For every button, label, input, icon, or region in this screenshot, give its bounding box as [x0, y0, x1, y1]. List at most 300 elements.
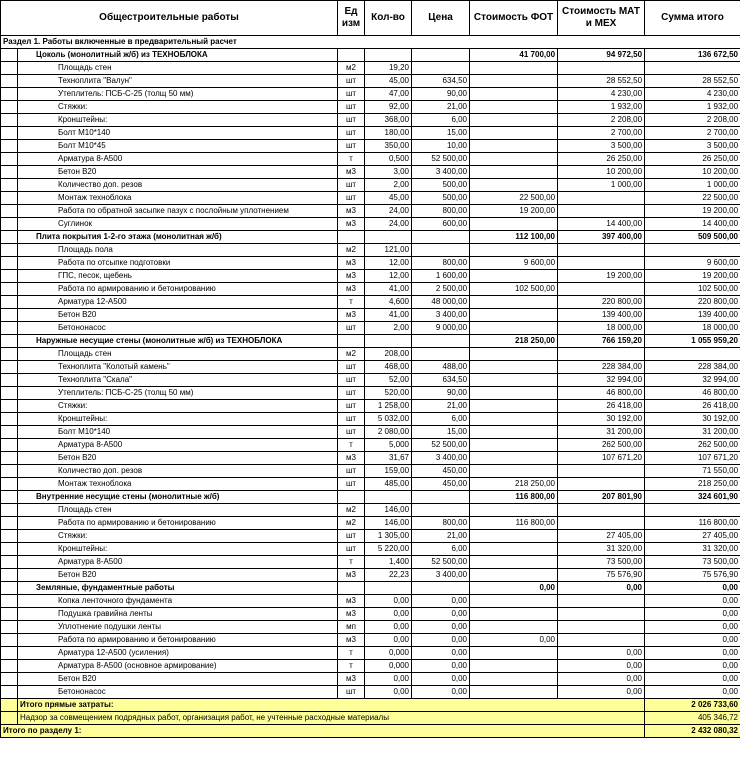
- item-gutter: [1, 153, 18, 166]
- item-total: 14 400,00: [645, 218, 740, 231]
- header-qty: Кол-во: [365, 1, 412, 36]
- item-price: 450,00: [412, 465, 470, 478]
- item-gutter: [1, 673, 18, 686]
- item-name: Копка ленточного фундамента: [18, 595, 338, 608]
- item-gutter: [1, 387, 18, 400]
- item-unit: м3: [338, 283, 365, 296]
- item-unit: т: [338, 647, 365, 660]
- item-qty: 12,00: [365, 257, 412, 270]
- item-unit: шт: [338, 413, 365, 426]
- header-mat: Стоимость МАТ и МЕХ: [558, 1, 645, 36]
- group-mat: 397 400,00: [558, 231, 645, 244]
- item-name: Арматура 8-А500: [18, 556, 338, 569]
- item-total: 26 250,00: [645, 153, 740, 166]
- item-row: [1, 543, 740, 556]
- item-price: 3 400,00: [412, 569, 470, 582]
- item-qty: 180,00: [365, 127, 412, 140]
- item-mat: 228 384,00: [558, 361, 645, 374]
- oversight-value: 405 346,72: [645, 712, 740, 725]
- item-qty: 47,00: [365, 88, 412, 101]
- item-name: Арматура 8-А500 (основное армирование): [18, 660, 338, 673]
- item-mat: 28 552,50: [558, 75, 645, 88]
- item-fot: [470, 465, 558, 478]
- group-row: [1, 335, 740, 348]
- item-name: Бетон В20: [18, 309, 338, 322]
- item-total: 228 384,00: [645, 361, 740, 374]
- item-fot: [470, 218, 558, 231]
- item-fot: [470, 374, 558, 387]
- item-total: 1 932,00: [645, 101, 740, 114]
- item-gutter: [1, 608, 18, 621]
- item-gutter: [1, 192, 18, 205]
- item-gutter: [1, 543, 18, 556]
- item-row: [1, 426, 740, 439]
- item-total: 22 500,00: [645, 192, 740, 205]
- item-total: [645, 504, 740, 517]
- item-qty: 5 220,00: [365, 543, 412, 556]
- item-mat: 1 000,00: [558, 179, 645, 192]
- item-gutter: [1, 556, 18, 569]
- item-mat: 107 671,20: [558, 452, 645, 465]
- oversight-row: [1, 712, 740, 725]
- item-gutter: [1, 413, 18, 426]
- item-name: Стяжки:: [18, 400, 338, 413]
- item-unit: шт: [338, 465, 365, 478]
- group-gutter: [1, 335, 18, 348]
- item-unit: м3: [338, 673, 365, 686]
- item-total: 139 400,00: [645, 309, 740, 322]
- item-mat: [558, 621, 645, 634]
- item-price: 21,00: [412, 530, 470, 543]
- item-price: 90,00: [412, 88, 470, 101]
- item-qty: 12,00: [365, 270, 412, 283]
- item-total: 0,00: [645, 621, 740, 634]
- item-qty: 208,00: [365, 348, 412, 361]
- item-fot: [470, 426, 558, 439]
- item-unit: шт: [338, 374, 365, 387]
- group-row: [1, 582, 740, 595]
- item-name: Техноплита "Колотый камень": [18, 361, 338, 374]
- item-total: 19 200,00: [645, 205, 740, 218]
- item-name: Работа по армированию и бетонированию: [18, 517, 338, 530]
- header-total: Сумма итого: [645, 1, 740, 36]
- item-mat: 73 500,00: [558, 556, 645, 569]
- item-total: 10 200,00: [645, 166, 740, 179]
- item-qty: 0,00: [365, 595, 412, 608]
- item-name: Подушка гравийна ленты: [18, 608, 338, 621]
- item-price: 0,00: [412, 621, 470, 634]
- group-price: [412, 231, 470, 244]
- item-mat: [558, 517, 645, 530]
- group-total: 509 500,00: [645, 231, 740, 244]
- item-mat: [558, 504, 645, 517]
- item-mat: 75 576,90: [558, 569, 645, 582]
- item-mat: 0,00: [558, 673, 645, 686]
- item-qty: 0,00: [365, 686, 412, 699]
- item-price: 800,00: [412, 517, 470, 530]
- group-name: Земляные, фундаментные работы: [18, 582, 338, 595]
- group-price: [412, 49, 470, 62]
- item-gutter: [1, 400, 18, 413]
- item-gutter: [1, 348, 18, 361]
- item-mat: 220 800,00: [558, 296, 645, 309]
- item-total: 107 671,20: [645, 452, 740, 465]
- item-price: 90,00: [412, 387, 470, 400]
- item-mat: [558, 257, 645, 270]
- item-unit: м2: [338, 244, 365, 257]
- item-name: Арматура 8-А500: [18, 153, 338, 166]
- item-total: [645, 244, 740, 257]
- item-row: [1, 244, 740, 257]
- group-row: [1, 491, 740, 504]
- item-row: [1, 270, 740, 283]
- item-price: 800,00: [412, 205, 470, 218]
- item-name: Площадь стен: [18, 348, 338, 361]
- item-name: Кронштейны:: [18, 543, 338, 556]
- item-row: [1, 504, 740, 517]
- item-qty: 92,00: [365, 101, 412, 114]
- item-mat: 32 994,00: [558, 374, 645, 387]
- item-total: 71 550,00: [645, 465, 740, 478]
- item-fot: [470, 413, 558, 426]
- direct-costs-label: Итого прямые затраты:: [18, 699, 645, 712]
- item-unit: шт: [338, 114, 365, 127]
- item-unit: шт: [338, 387, 365, 400]
- item-gutter: [1, 374, 18, 387]
- item-fot: [470, 452, 558, 465]
- item-mat: 0,00: [558, 647, 645, 660]
- item-row: [1, 166, 740, 179]
- item-mat: [558, 465, 645, 478]
- item-gutter: [1, 101, 18, 114]
- item-fot: 0,00: [470, 634, 558, 647]
- item-unit: шт: [338, 686, 365, 699]
- item-row: [1, 530, 740, 543]
- item-price: 488,00: [412, 361, 470, 374]
- item-row: [1, 309, 740, 322]
- item-fot: [470, 296, 558, 309]
- item-mat: [558, 608, 645, 621]
- item-row: [1, 374, 740, 387]
- item-price: 21,00: [412, 101, 470, 114]
- item-name: Уплотнение подушки ленты: [18, 621, 338, 634]
- item-price: 6,00: [412, 114, 470, 127]
- item-gutter: [1, 569, 18, 582]
- item-price: 800,00: [412, 257, 470, 270]
- group-fot: 116 800,00: [470, 491, 558, 504]
- group-total: 0,00: [645, 582, 740, 595]
- item-mat: 0,00: [558, 660, 645, 673]
- item-row: [1, 569, 740, 582]
- group-total: 324 601,90: [645, 491, 740, 504]
- item-name: Работа по обратной засыпке пазух с послойным уплотнением: [18, 205, 338, 218]
- item-unit: мп: [338, 621, 365, 634]
- item-qty: 1,400: [365, 556, 412, 569]
- item-mat: 30 192,00: [558, 413, 645, 426]
- item-qty: 52,00: [365, 374, 412, 387]
- item-total: 2 208,00: [645, 114, 740, 127]
- item-name: Кронштейны:: [18, 114, 338, 127]
- group-qty: [365, 231, 412, 244]
- item-total: 4 230,00: [645, 88, 740, 101]
- item-qty: 146,00: [365, 504, 412, 517]
- item-price: 600,00: [412, 218, 470, 231]
- item-gutter: [1, 595, 18, 608]
- item-row: [1, 283, 740, 296]
- item-qty: 4,600: [365, 296, 412, 309]
- item-total: 262 500,00: [645, 439, 740, 452]
- item-qty: 0,000: [365, 660, 412, 673]
- item-fot: [470, 322, 558, 335]
- item-unit: м2: [338, 517, 365, 530]
- item-total: 102 500,00: [645, 283, 740, 296]
- item-fot: [470, 660, 558, 673]
- item-mat: 262 500,00: [558, 439, 645, 452]
- item-mat: 46 800,00: [558, 387, 645, 400]
- item-fot: [470, 88, 558, 101]
- direct-costs-value: 2 026 733,60: [645, 699, 740, 712]
- item-mat: 1 932,00: [558, 101, 645, 114]
- item-mat: 4 230,00: [558, 88, 645, 101]
- group-name: Цоколь (монолитный ж/б) из ТЕХНОБЛОКА: [18, 49, 338, 62]
- item-fot: [470, 114, 558, 127]
- item-row: [1, 101, 740, 114]
- item-gutter: [1, 309, 18, 322]
- group-fot: 0,00: [470, 582, 558, 595]
- item-qty: 350,00: [365, 140, 412, 153]
- item-name: Утеплитель: ПСБ-С-25 (толщ 50 мм): [18, 88, 338, 101]
- item-row: [1, 88, 740, 101]
- item-qty: 5 032,00: [365, 413, 412, 426]
- item-price: 0,00: [412, 686, 470, 699]
- item-fot: [470, 244, 558, 257]
- item-qty: 2,00: [365, 179, 412, 192]
- item-price: 0,00: [412, 634, 470, 647]
- item-fot: 218 250,00: [470, 478, 558, 491]
- header-price: Цена: [412, 1, 470, 36]
- item-row: [1, 218, 740, 231]
- item-gutter: [1, 140, 18, 153]
- item-price: [412, 504, 470, 517]
- group-name: Плита покрытия 1-2-го этажа (монолитная ж/б): [18, 231, 338, 244]
- item-unit: м3: [338, 452, 365, 465]
- item-price: [412, 62, 470, 75]
- group-price: [412, 582, 470, 595]
- item-unit: м3: [338, 257, 365, 270]
- item-mat: 2 700,00: [558, 127, 645, 140]
- item-row: [1, 452, 740, 465]
- item-unit: шт: [338, 101, 365, 114]
- item-price: 3 400,00: [412, 166, 470, 179]
- item-fot: [470, 569, 558, 582]
- item-unit: м2: [338, 348, 365, 361]
- item-gutter: [1, 62, 18, 75]
- item-row: [1, 517, 740, 530]
- item-gutter: [1, 517, 18, 530]
- item-unit: м3: [338, 569, 365, 582]
- item-row: [1, 153, 740, 166]
- item-total: 31 200,00: [645, 426, 740, 439]
- item-mat: 31 200,00: [558, 426, 645, 439]
- item-name: Техноплита "Валун": [18, 75, 338, 88]
- item-mat: [558, 478, 645, 491]
- item-mat: 26 418,00: [558, 400, 645, 413]
- item-fot: [470, 530, 558, 543]
- section-total-value: 2 432 080,32: [645, 725, 740, 738]
- item-total: 32 994,00: [645, 374, 740, 387]
- item-price: [412, 348, 470, 361]
- item-qty: 41,00: [365, 283, 412, 296]
- item-unit: т: [338, 153, 365, 166]
- item-price: 500,00: [412, 179, 470, 192]
- item-gutter: [1, 75, 18, 88]
- group-fot: 218 250,00: [470, 335, 558, 348]
- item-total: 1 000,00: [645, 179, 740, 192]
- group-unit: [338, 231, 365, 244]
- item-qty: 19,20: [365, 62, 412, 75]
- item-total: 0,00: [645, 673, 740, 686]
- group-unit: [338, 49, 365, 62]
- item-price: 52 500,00: [412, 556, 470, 569]
- item-unit: шт: [338, 88, 365, 101]
- item-qty: 2 080,00: [365, 426, 412, 439]
- item-name: Работа по отсыпке подготовки: [18, 257, 338, 270]
- item-qty: 1 258,00: [365, 400, 412, 413]
- item-qty: 3,00: [365, 166, 412, 179]
- item-row: [1, 179, 740, 192]
- item-row: [1, 361, 740, 374]
- item-name: Бетон В20: [18, 569, 338, 582]
- item-fot: [470, 361, 558, 374]
- group-total: 1 055 959,20: [645, 335, 740, 348]
- item-price: 0,00: [412, 608, 470, 621]
- item-name: Монтаж техноблока: [18, 192, 338, 205]
- item-price: 15,00: [412, 127, 470, 140]
- item-total: 27 405,00: [645, 530, 740, 543]
- header-work: Общестроительные работы: [1, 1, 338, 36]
- item-name: Площадь стен: [18, 504, 338, 517]
- item-gutter: [1, 452, 18, 465]
- item-gutter: [1, 244, 18, 257]
- item-unit: шт: [338, 322, 365, 335]
- item-total: 18 000,00: [645, 322, 740, 335]
- item-qty: 0,500: [365, 153, 412, 166]
- item-row: [1, 608, 740, 621]
- item-row: [1, 478, 740, 491]
- group-mat: 94 972,50: [558, 49, 645, 62]
- item-mat: 26 250,00: [558, 153, 645, 166]
- item-total: 19 200,00: [645, 270, 740, 283]
- item-total: 26 418,00: [645, 400, 740, 413]
- item-fot: [470, 166, 558, 179]
- item-gutter: [1, 465, 18, 478]
- item-name: ГПС, песок, щебень: [18, 270, 338, 283]
- item-price: [412, 244, 470, 257]
- item-qty: 45,00: [365, 75, 412, 88]
- item-price: 15,00: [412, 426, 470, 439]
- item-qty: 146,00: [365, 517, 412, 530]
- item-name: Бетон В20: [18, 673, 338, 686]
- item-fot: [470, 439, 558, 452]
- item-gutter: [1, 166, 18, 179]
- item-price: 6,00: [412, 543, 470, 556]
- item-row: [1, 257, 740, 270]
- item-total: 9 600,00: [645, 257, 740, 270]
- item-gutter: [1, 270, 18, 283]
- item-unit: т: [338, 296, 365, 309]
- item-price: 52 500,00: [412, 153, 470, 166]
- item-name: Площадь стен: [18, 62, 338, 75]
- item-fot: 9 600,00: [470, 257, 558, 270]
- item-price: 9 000,00: [412, 322, 470, 335]
- direct-costs-row: [1, 699, 740, 712]
- item-gutter: [1, 478, 18, 491]
- item-total: 116 800,00: [645, 517, 740, 530]
- item-unit: шт: [338, 179, 365, 192]
- group-gutter: [1, 49, 18, 62]
- item-unit: шт: [338, 361, 365, 374]
- item-price: 21,00: [412, 400, 470, 413]
- item-row: [1, 387, 740, 400]
- item-fot: 22 500,00: [470, 192, 558, 205]
- item-gutter: [1, 205, 18, 218]
- item-mat: 3 500,00: [558, 140, 645, 153]
- item-unit: т: [338, 556, 365, 569]
- header-fot: Стоимость ФОТ: [470, 1, 558, 36]
- item-unit: м3: [338, 270, 365, 283]
- item-unit: м3: [338, 608, 365, 621]
- item-name: Работа по армированию и бетонированию: [18, 283, 338, 296]
- item-total: 31 320,00: [645, 543, 740, 556]
- group-gutter: [1, 582, 18, 595]
- item-row: [1, 348, 740, 361]
- item-name: Работа по армированию и бетонированию: [18, 634, 338, 647]
- item-name: Стяжки:: [18, 101, 338, 114]
- item-mat: 27 405,00: [558, 530, 645, 543]
- item-fot: [470, 400, 558, 413]
- item-mat: 18 000,00: [558, 322, 645, 335]
- item-name: Бетононасос: [18, 686, 338, 699]
- item-qty: 1 305,00: [365, 530, 412, 543]
- item-fot: [470, 387, 558, 400]
- item-fot: [470, 75, 558, 88]
- group-fot: 41 700,00: [470, 49, 558, 62]
- item-gutter: [1, 361, 18, 374]
- item-gutter: [1, 322, 18, 335]
- item-name: Бетононасос: [18, 322, 338, 335]
- item-row: [1, 205, 740, 218]
- item-fot: [470, 673, 558, 686]
- item-fot: [470, 647, 558, 660]
- item-total: 0,00: [645, 660, 740, 673]
- group-qty: [365, 582, 412, 595]
- item-name: Арматура 8-А500: [18, 439, 338, 452]
- item-gutter: [1, 686, 18, 699]
- item-total: 220 800,00: [645, 296, 740, 309]
- item-price: 3 400,00: [412, 309, 470, 322]
- item-qty: 159,00: [365, 465, 412, 478]
- item-unit: м3: [338, 309, 365, 322]
- item-unit: шт: [338, 530, 365, 543]
- item-fot: [470, 153, 558, 166]
- section-row: [1, 36, 740, 49]
- item-row: [1, 114, 740, 127]
- item-name: Утеплитель: ПСБ-С-25 (толщ 50 мм): [18, 387, 338, 400]
- item-gutter: [1, 530, 18, 543]
- item-total: 2 700,00: [645, 127, 740, 140]
- item-qty: 0,00: [365, 634, 412, 647]
- item-fot: [470, 127, 558, 140]
